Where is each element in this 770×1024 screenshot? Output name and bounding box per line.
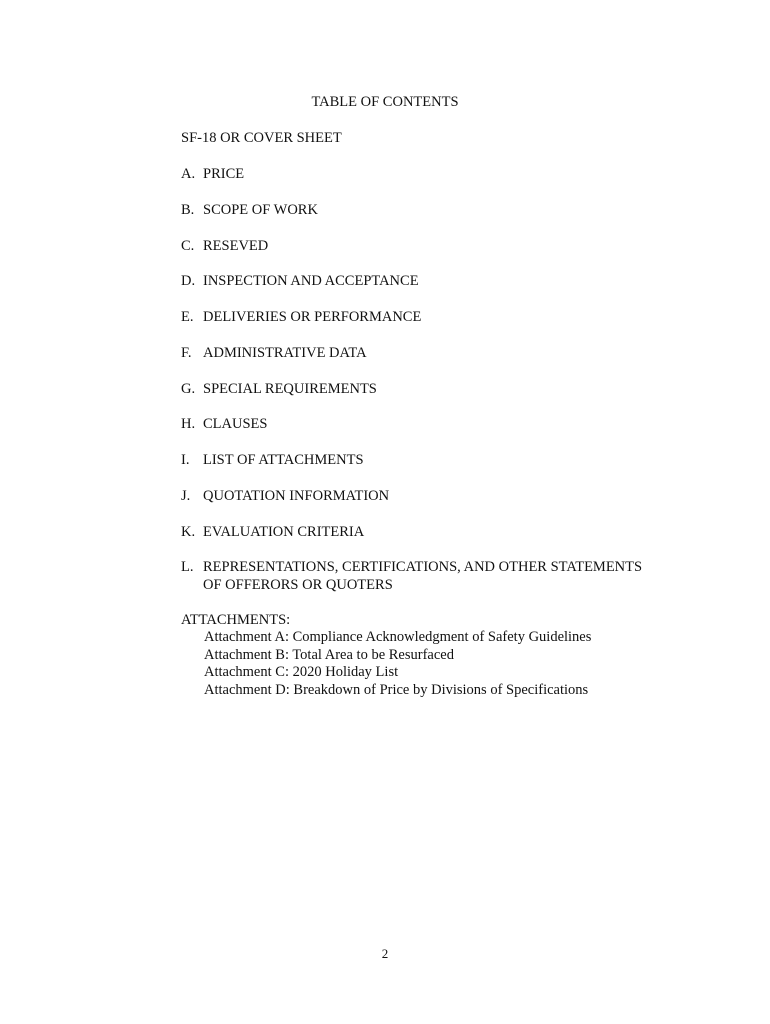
- section-title: DELIVERIES OR PERFORMANCE: [203, 309, 422, 325]
- section-title: PRICE: [203, 166, 245, 182]
- attachments-heading: ATTACHMENTS:: [181, 612, 291, 628]
- toc-section-l: [181, 558, 721, 594]
- section-title: SPECIAL REQUIREMENTS: [203, 380, 377, 397]
- attachment-item: Attachment C: 2020 Holiday List: [204, 664, 399, 681]
- section-title: SCOPE OF WORK: [203, 201, 318, 218]
- toc-section-i: [181, 451, 721, 469]
- toc-section-a: [181, 165, 721, 183]
- toc-section-h: [181, 415, 721, 433]
- section-letter: E.: [181, 309, 194, 325]
- section-letter: D.: [181, 273, 196, 290]
- section-title: EVALUATION CRITERIA: [203, 523, 365, 540]
- toc-section-e: [181, 308, 721, 326]
- section-title: RESEVED: [203, 237, 269, 254]
- section-letter: L.: [181, 559, 194, 576]
- attachments-block: [181, 611, 591, 699]
- toc-section-d: [181, 272, 721, 290]
- section-letter: B.: [181, 201, 195, 218]
- attachment-item: Attachment B: Total Area to be Resurfaced: [204, 646, 454, 663]
- section-title: ADMINISTRATIVE DATA: [203, 344, 367, 361]
- toc-section-k: [181, 523, 721, 541]
- attachments-list: [181, 629, 591, 699]
- toc-section-f: [181, 344, 721, 362]
- section-title: QUOTATION INFORMATION: [203, 487, 390, 504]
- section-letter: J.: [181, 487, 191, 504]
- section-letter: F.: [181, 344, 192, 361]
- attachment-item: Attachment D: Breakdown of Price by Divisions of Specifications: [204, 681, 589, 698]
- section-title: CLAUSES: [203, 416, 268, 433]
- section-letter: H.: [181, 416, 196, 433]
- section-title: LIST OF ATTACHMENTS: [203, 452, 364, 468]
- section-letter: C.: [181, 237, 195, 254]
- toc-section-b: [181, 201, 721, 219]
- section-title: INSPECTION AND ACCEPTANCE: [203, 273, 419, 290]
- attachment-item: Attachment A: Compliance Acknowledgment of Safety Guidelines: [204, 629, 592, 645]
- section-letter: I.: [181, 452, 190, 468]
- page-title: TABLE OF CONTENTS: [311, 94, 459, 110]
- section-letter: G.: [181, 380, 196, 397]
- cover-sheet-entry: SF-18 OR COVER SHEET: [181, 130, 342, 146]
- toc-section-c: [181, 237, 721, 255]
- page-number: 2: [381, 946, 389, 961]
- section-letter: A.: [181, 166, 196, 182]
- toc-section-g: [181, 380, 721, 398]
- section-letter: K.: [181, 523, 196, 540]
- toc-sections: [181, 165, 721, 612]
- section-title: REPRESENTATIONS, CERTIFICATIONS, AND OTHER STATEMENTS OF OFFERORS OR QUOTERS: [203, 559, 643, 594]
- toc-section-j: [181, 487, 721, 505]
